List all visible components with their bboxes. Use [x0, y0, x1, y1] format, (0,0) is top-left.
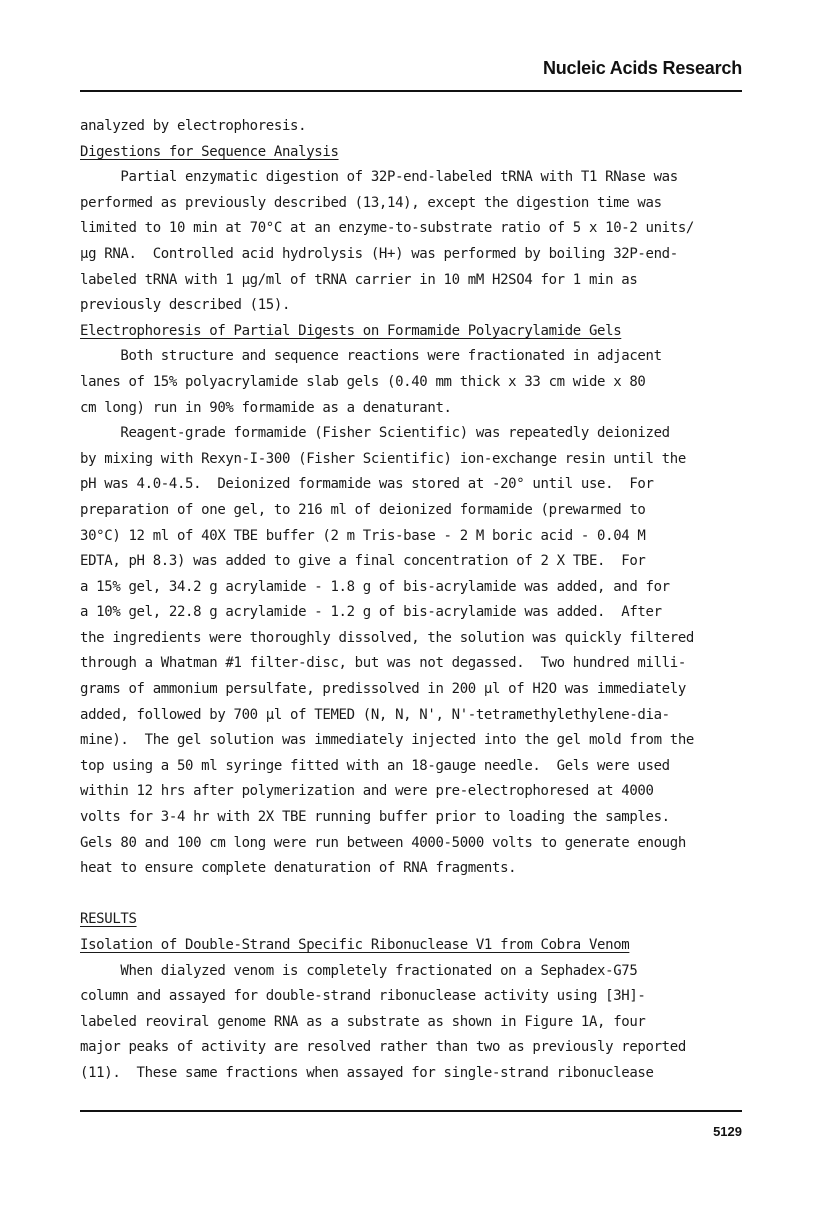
section-heading: Electrophoresis of Partial Digests on Formamide Polyacrylamide Gels	[80, 322, 622, 339]
text-line: Partial enzymatic digestion of 32P-end-labeled tRNA with T1 RNase was	[80, 169, 678, 186]
text-line: analyzed by electrophoresis.	[80, 118, 307, 134]
text-line: EDTA, pH 8.3) was added to give a final concentration of 2 X TBE. For	[80, 553, 646, 570]
text-line: Reagent-grade formamide (Fisher Scientific) was repeatedly deionized	[80, 425, 670, 442]
text-line: lanes of 15% polyacrylamide slab gels (0.40 mm thick x 33 cm wide x 80	[80, 373, 646, 390]
text-line: preparation of one gel, to 216 ml of deionized formamide (prewarmed to	[80, 501, 646, 518]
text-line: limited to 10 min at 70°C at an enzyme-to-substrate ratio of 5 x 10-2 units/	[80, 220, 694, 237]
text-line: a 10% gel, 22.8 g acrylamide - 1.2 g of bis-acrylamide was added. After	[80, 604, 662, 621]
body-text	[80, 114, 740, 1087]
text-line: added, followed by 700 µl of TEMED (N, N, N', N'-tetramethylethylene-dia-	[80, 706, 670, 723]
section-heading: RESULTS	[80, 911, 137, 928]
text-line: by mixing with Rexyn-I-300 (Fisher Scientific) ion-exchange resin until the	[80, 450, 686, 467]
text-line: grams of ammonium persulfate, predissolved in 200 µl of H2O was immediately	[80, 681, 686, 698]
text-line: labeled tRNA with 1 µg/ml of tRNA carrier in 10 mM H2SO4 for 1 min as	[80, 271, 638, 288]
text-line: Gels 80 and 100 cm long were run between 4000-5000 volts to generate enough	[80, 834, 686, 851]
header-rule	[80, 90, 742, 92]
text-line: (11). These same fractions when assayed for single-strand ribonuclease	[80, 1064, 654, 1081]
text-line: within 12 hrs after polymerization and were pre-electrophoresed at 4000	[80, 783, 654, 800]
text-line: µg RNA. Controlled acid hydrolysis (H+) was performed by boiling 32P-end-	[80, 245, 678, 262]
text-line: labeled reoviral genome RNA as a substrate as shown in Figure 1A, four	[80, 1013, 646, 1030]
text-line: pH was 4.0-4.5. Deionized formamide was stored at -20° until use. For	[80, 476, 654, 493]
text-line: the ingredients were thoroughly dissolved, the solution was quickly filtered	[80, 629, 694, 646]
text-line: When dialyzed venom is completely fractionated on a Sephadex-G75	[80, 962, 638, 979]
text-line: performed as previously described (13,14), except the digestion time was	[80, 194, 662, 211]
journal-title: Nucleic Acids Research	[542, 58, 742, 78]
footer-rule	[80, 1110, 742, 1112]
text-line: through a Whatman #1 filter-disc, but was not degassed. Two hundred milli-	[80, 655, 686, 672]
section-heading: Isolation of Double-Strand Specific Ribonuclease V1 from Cobra Venom	[80, 937, 630, 953]
text-line: cm long) run in 90% formamide as a denaturant.	[80, 399, 452, 416]
text-line	[80, 882, 740, 908]
text-line: previously described (15).	[80, 297, 291, 314]
text-line: mine). The gel solution was immediately injected into the gel mold from the	[80, 732, 694, 749]
text-line: column and assayed for double-strand ribonuclease activity using [3H]-	[80, 988, 646, 1005]
text-line: Both structure and sequence reactions were fractionated in adjacent	[80, 348, 662, 365]
text-line: top using a 50 ml syringe fitted with an 18-gauge needle. Gels were used	[80, 757, 670, 774]
text-line: a 15% gel, 34.2 g acrylamide - 1.8 g of bis-acrylamide was added, and for	[80, 578, 670, 595]
page-number: 5129	[713, 1124, 742, 1139]
section-heading: Digestions for Sequence Analysis	[80, 143, 339, 160]
text-line: heat to ensure complete denaturation of RNA fragments.	[80, 860, 517, 877]
text-line: major peaks of activity are resolved rather than two as previously reported	[80, 1039, 686, 1056]
text-line: volts for 3-4 hr with 2X TBE running buffer prior to loading the samples.	[80, 809, 670, 826]
text-line: 30°C) 12 ml of 40X TBE buffer (2 m Tris-base - 2 M boric acid - 0.04 M	[80, 527, 646, 544]
